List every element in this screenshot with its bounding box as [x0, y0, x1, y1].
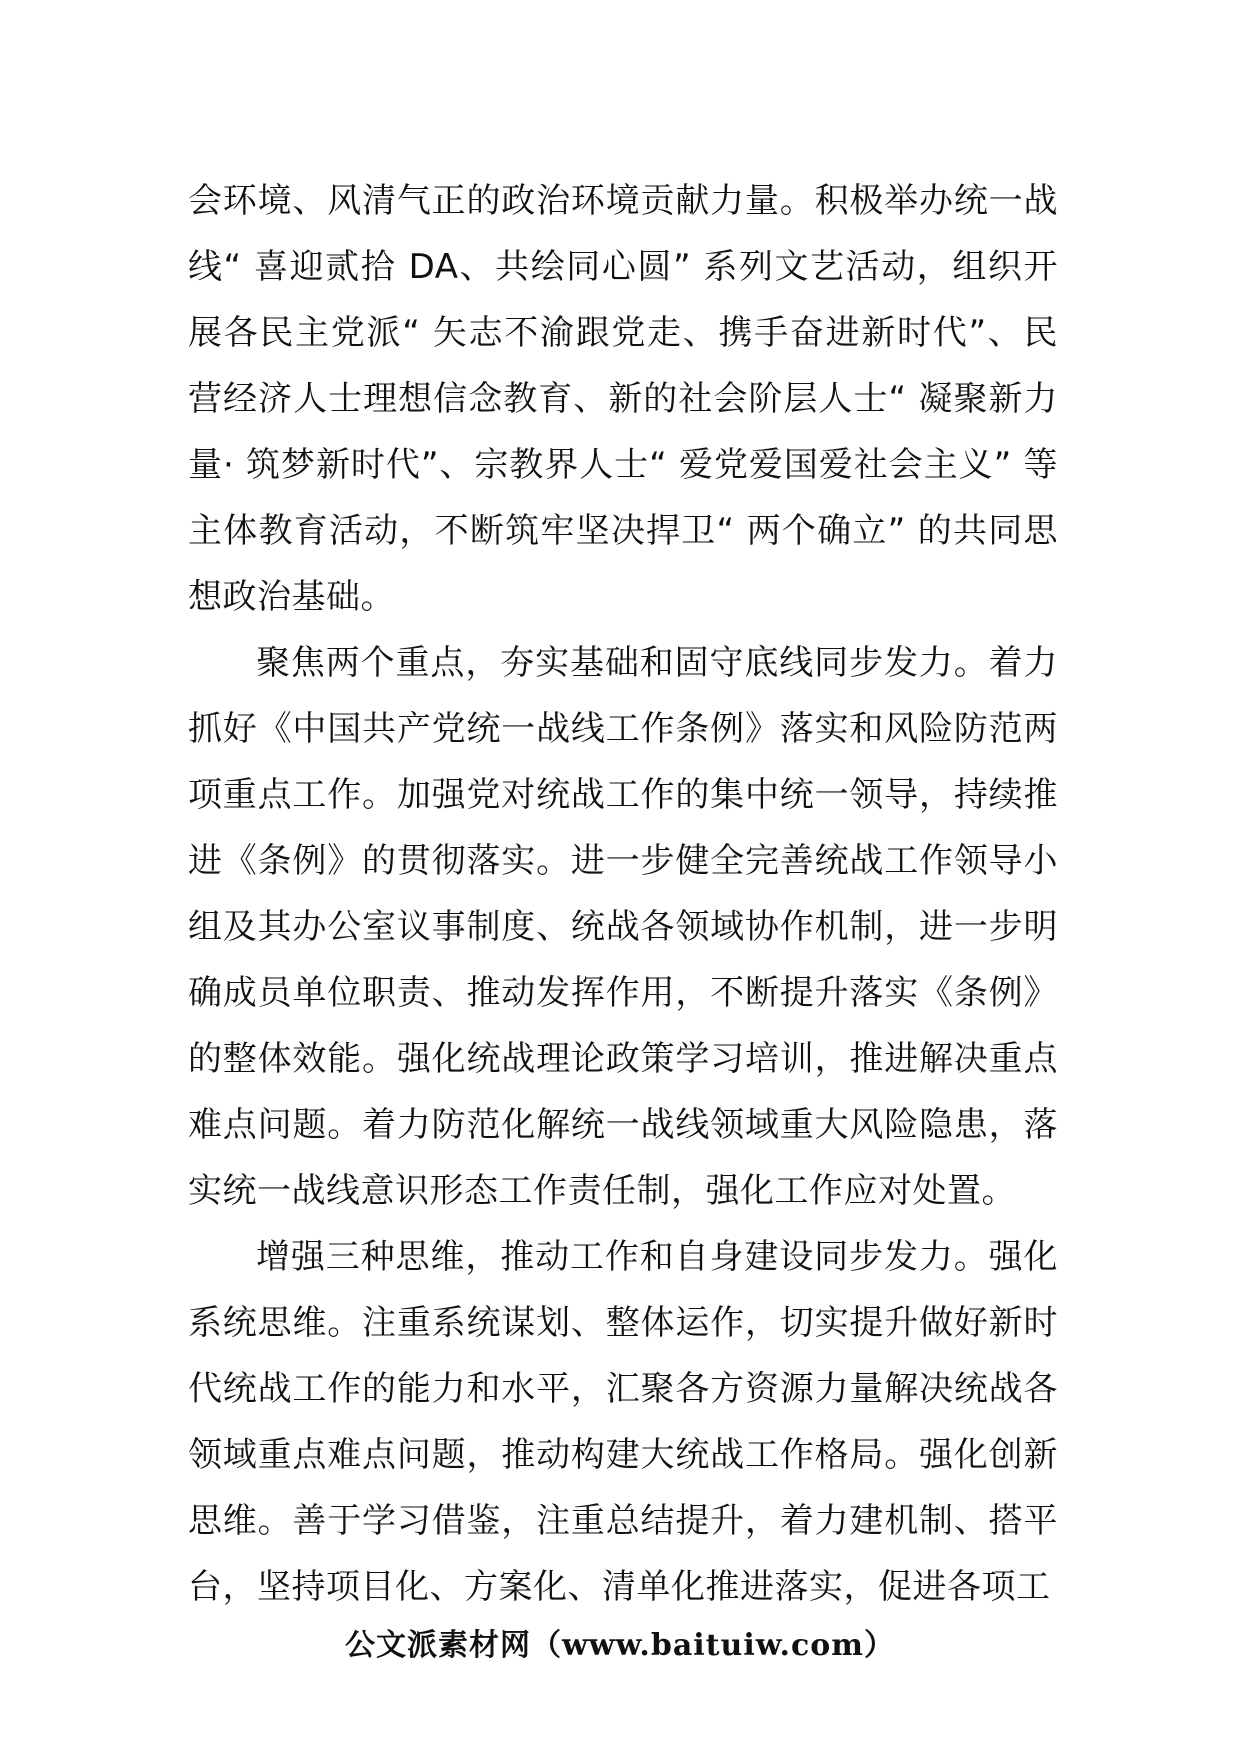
paragraph-3: 增强三种思维，推动工作和自身建设同步发力。强化系统思维。注重系统谋划、整体运作，切实提升做好新时代统战工作的能力和水平，汇聚各方资源力量解决统战各领域重点难点问题，推动构建大统战工作格局。强化创新思维。善于学习借鉴，注重总结提升，着力建机制、搭平台，坚持项目化、方案化、清单化推进落实，促进各项工 [188, 1237, 1058, 1607]
paragraph-1: 会环境、风清气正的政治环境贡献力量。积极举办统一战线“ 喜迎贰拾 DA、共绘同心圆” 系列文艺活动，组织开展各民主党派“ 矢志不渝跟党走、携手奋进新时代”、民营经济人士理想信念教育、新的社会阶层人士“ 凝聚新力量· 筑梦新时代”、宗教界人士“ 爱党爱国爱社会主义” 等主体教育活动，不断筑牢坚决捍卫“ 两个确立” 的共同思想政治基础。 [188, 181, 1058, 617]
footer-watermark: 公文派素材网（www.baituiw.com） [344, 1628, 896, 1663]
paragraph-2: 聚焦两个重点，夯实基础和固守底线同步发力。着力抓好《中国共产党统一战线工作条例》落实和风险防范两项重点工作。加强党对统战工作的集中统一领导，持续推进《条例》的贯彻落实。进一步健全完善统战工作领导小组及其办公室议事制度、统战各领域协作机制，进一步明确成员单位职责、推动发挥作用，不断提升落实《条例》的整体效能。强化统战理论政策学习培训，推进解决重点难点问题。着力防范化解统一战线领域重大风险隐患，落实统一战线意识形态工作责任制，强化工作应对处置。 [188, 643, 1058, 1211]
document-body [188, 168, 1058, 1620]
